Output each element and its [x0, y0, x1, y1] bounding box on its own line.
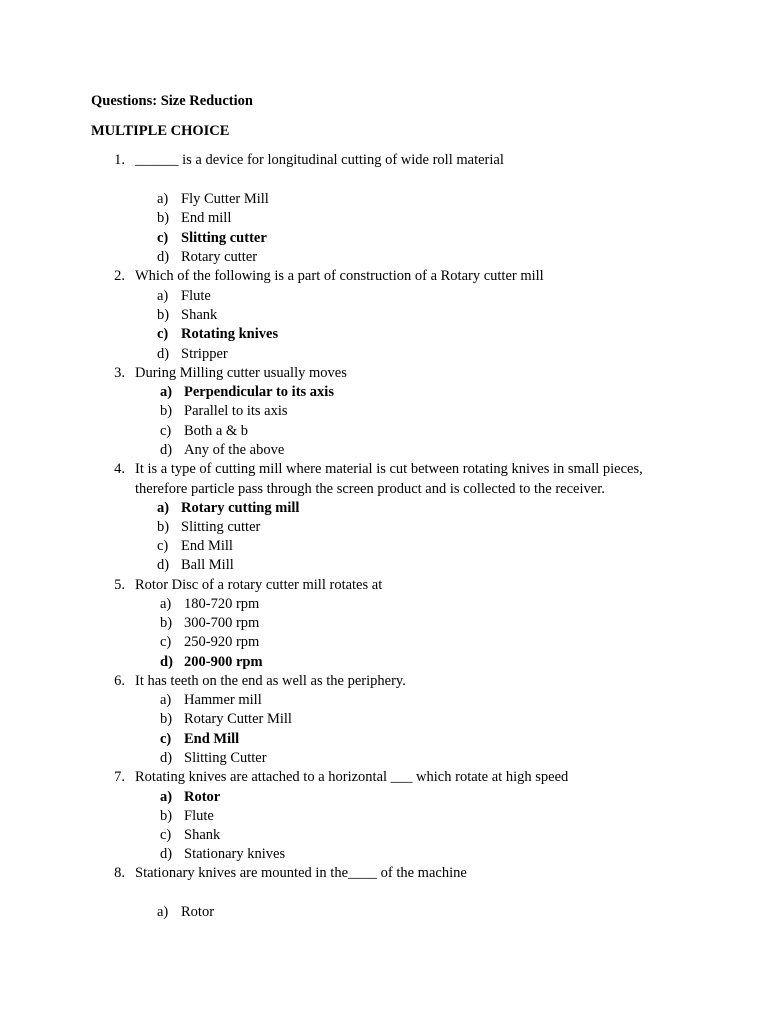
page-title: Questions: Size Reduction — [91, 93, 253, 109]
option-letter: d) — [160, 750, 173, 766]
question-text: Rotating knives are attached to a horizontal ___ which rotate at high speed — [135, 769, 569, 785]
option-letter: d) — [160, 654, 173, 670]
question-number: 3. — [114, 365, 125, 381]
option-letter: d) — [157, 249, 170, 265]
option-letter: a) — [157, 904, 169, 920]
option-letter: c) — [160, 827, 172, 843]
option-text: 300-700 rpm — [184, 615, 260, 631]
question-text: Stationary knives are mounted in the____ of the machine — [135, 865, 467, 881]
question-number: 2. — [114, 268, 125, 284]
option-text: Rotor — [181, 904, 215, 920]
option-letter: a) — [160, 384, 173, 400]
option-letter: c) — [160, 634, 172, 650]
option-letter: a) — [157, 191, 169, 207]
option-letter: c) — [157, 326, 169, 342]
option-letter: a) — [157, 500, 170, 516]
option-text: Hammer mill — [184, 692, 262, 708]
question-text: ______ is a device for longitudinal cutting of wide roll material — [135, 152, 504, 168]
correct-option-text: Slitting cutter — [181, 230, 267, 246]
option-text: Shank — [181, 307, 218, 323]
question-number: 1. — [114, 152, 125, 168]
option-letter: a) — [160, 692, 172, 708]
question-text: Rotor Disc of a rotary cutter mill rotates at — [135, 577, 383, 593]
option-letter: a) — [157, 288, 169, 304]
option-text: 180-720 rpm — [184, 596, 260, 612]
option-letter: c) — [160, 731, 172, 747]
correct-option-text: Perpendicular to its axis — [184, 384, 334, 400]
option-letter: b) — [160, 711, 173, 727]
option-letter: b) — [160, 403, 173, 419]
option-text: Rotary Cutter Mill — [184, 711, 292, 727]
question-number: 4. — [114, 461, 125, 477]
option-text: Slitting cutter — [181, 519, 261, 535]
option-letter: b) — [160, 615, 173, 631]
option-letter: a) — [160, 789, 173, 805]
question-number: 6. — [114, 673, 125, 689]
option-letter: a) — [160, 596, 172, 612]
option-letter: d) — [160, 846, 173, 862]
option-text: Shank — [184, 827, 221, 843]
section-heading: MULTIPLE CHOICE — [91, 123, 230, 139]
option-letter: c) — [157, 230, 169, 246]
option-letter: d) — [157, 346, 170, 362]
option-text: Flute — [184, 808, 214, 824]
option-letter: c) — [157, 538, 169, 554]
question-number: 8. — [114, 865, 125, 881]
option-text: Stripper — [181, 346, 228, 362]
option-letter: b) — [160, 808, 173, 824]
option-text: Stationary knives — [184, 846, 286, 862]
question-text-continued: therefore particle pass through the screen product and is collected to the receiver. — [135, 481, 605, 497]
option-text: Rotary cutter — [181, 249, 258, 265]
option-letter: b) — [157, 519, 170, 535]
option-text: End Mill — [181, 538, 233, 554]
correct-option-text: End Mill — [184, 731, 240, 747]
option-letter: b) — [157, 210, 170, 226]
correct-option-text: Rotor — [184, 789, 221, 805]
correct-option-text: Rotating knives — [181, 326, 279, 342]
option-text: Both a & b — [184, 423, 249, 439]
question-text: During Milling cutter usually moves — [135, 365, 347, 381]
correct-option-text: 200-900 rpm — [184, 654, 263, 670]
option-letter: d) — [160, 442, 173, 458]
option-text: Parallel to its axis — [184, 403, 288, 419]
option-text: Flute — [181, 288, 211, 304]
option-letter: d) — [157, 557, 170, 573]
option-text: Ball Mill — [181, 557, 234, 573]
question-text: Which of the following is a part of construction of a Rotary cutter mill — [135, 268, 544, 284]
option-text: 250-920 rpm — [184, 634, 260, 650]
option-letter: b) — [157, 307, 170, 323]
correct-option-text: Rotary cutting mill — [181, 500, 300, 516]
option-text: End mill — [181, 210, 232, 226]
option-letter: c) — [160, 423, 172, 439]
question-number: 5. — [114, 577, 125, 593]
option-text: Slitting Cutter — [184, 750, 267, 766]
question-text: It is a type of cutting mill where material is cut between rotating knives in small pieces, — [135, 461, 643, 477]
question-number: 7. — [114, 769, 125, 785]
option-text: Any of the above — [184, 442, 285, 458]
question-text: It has teeth on the end as well as the periphery. — [135, 673, 406, 689]
option-text: Fly Cutter Mill — [181, 191, 269, 207]
